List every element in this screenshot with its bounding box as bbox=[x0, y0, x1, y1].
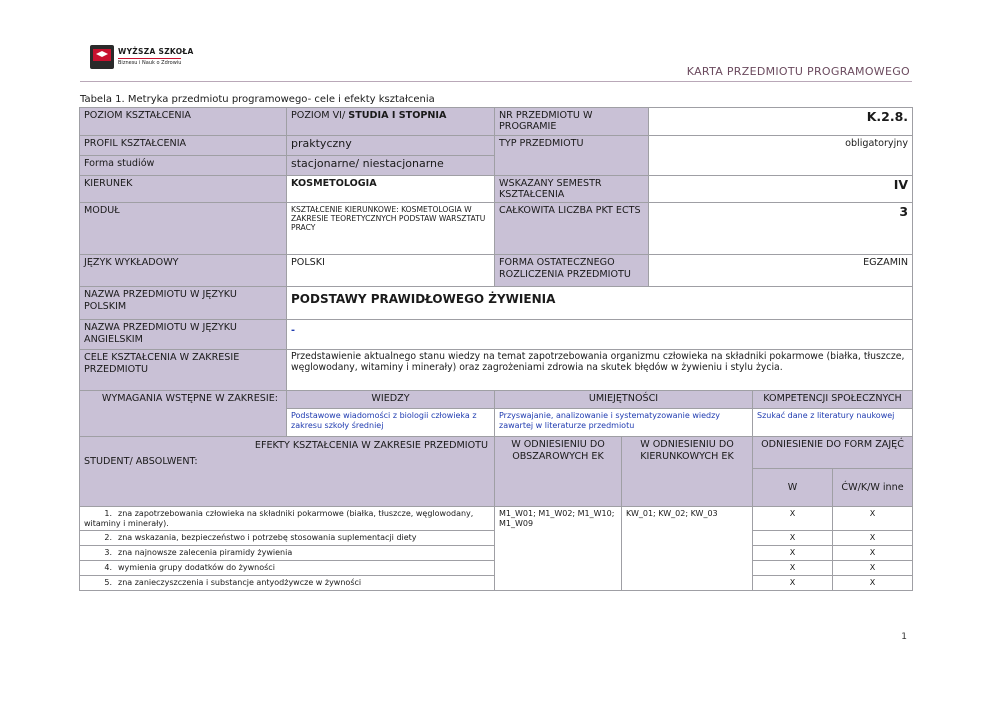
poziom-value bbox=[287, 108, 495, 136]
logo-name: WYŻSZA SZKOŁA bbox=[118, 47, 194, 56]
wymagania-label: WYMAGANIA WSTĘPNE W ZAKRESIE: bbox=[80, 391, 287, 437]
nazwa-en-value: - bbox=[287, 320, 913, 350]
effect-w-mark: X bbox=[753, 531, 833, 546]
nazwa-pl-label: NAZWA PRZEDMIOTU W JĘZYKU POLSKIM bbox=[80, 287, 287, 320]
graduation-cap-icon bbox=[90, 45, 114, 69]
modul-value: KSZTAŁCENIE KIERUNKOWE: KOSMETOLOGIA W ZAKRESIE TEORETYCZNYCH PODSTAW WARSZTATU PRACY bbox=[287, 203, 495, 255]
umiejetnosci-value: Przyswajanie, analizowanie i systematyzowanie wiedzy zawartej w literaturze przedmiotu bbox=[495, 409, 753, 437]
cele-label: CELE KSZTAŁCENIA W ZAKRESIE PRZEDMIOTU bbox=[80, 350, 287, 391]
nazwa-en-label: NAZWA PRZEDMIOTU W JĘZYKU ANGIELSKIM bbox=[80, 320, 287, 350]
wiedzy-value: Podstawowe wiadomości z biologii człowieka z zakresu szkoły średniej bbox=[287, 409, 495, 437]
kierunek-value: KOSMETOLOGIA bbox=[287, 175, 495, 203]
semestr-label: WSKAZANY SEMESTR KSZTAŁCENIA bbox=[495, 175, 649, 203]
effect-number: 2. bbox=[104, 533, 112, 543]
typ-label: TYP PRZEDMIOTU bbox=[495, 135, 649, 175]
document-title: KARTA PRZEDMIOTU PROGRAMOWEGO bbox=[686, 65, 910, 78]
poziom-label: POZIOM KSZTAŁCENIA bbox=[80, 108, 287, 136]
kompetencji-value: Szukać dane z literatury naukowej bbox=[753, 409, 913, 437]
poziom-value-bold: STUDIA I STOPNIA bbox=[348, 110, 447, 121]
profil-label: PROFIL KSZTAŁCENIA bbox=[80, 135, 287, 155]
kierunkowe-header: W ODNIESIENIU DO KIERUNKOWYCH EK bbox=[622, 437, 753, 507]
effect-cw-mark: X bbox=[833, 561, 913, 576]
wiedzy-label: WIEDZY bbox=[287, 391, 495, 409]
course-metrics-table bbox=[79, 107, 913, 591]
effect-number: 5. bbox=[104, 578, 112, 588]
jezyk-label: JĘZYK WYKŁADOWY bbox=[80, 255, 287, 287]
effect-row bbox=[80, 507, 913, 531]
forma-rozliczenia-label: FORMA OSTATECZNEGO ROZLICZENIA PRZEDMIOTU bbox=[495, 255, 649, 287]
formy-header: ODNIESIENIE DO FORM ZAJĘĆ bbox=[753, 437, 913, 469]
ects-value: 3 bbox=[649, 203, 913, 255]
effect-w-mark: X bbox=[753, 576, 833, 591]
effects-obszar-value: M1_W01; M1_W02; M1_W10; M1_W09 bbox=[495, 507, 622, 591]
cele-value: Przedstawienie aktualnego stanu wiedzy na temat zapotrzebowania organizmu człowieka na składniki pokarmowe (białka, tłuszcze, węglowodany, witaminy i minerały) oraz zagrożeniami zdrowia na skutek błędów w żywieniu i stylu życia. bbox=[287, 350, 913, 391]
forma-rozliczenia-value: EGZAMIN bbox=[649, 255, 913, 287]
jezyk-value: POLSKI bbox=[287, 255, 495, 287]
nr-label: NR PRZEDMIOTU W PROGRAMIE bbox=[495, 108, 649, 136]
forma-value: stacjonarne/ niestacjonarne bbox=[287, 155, 495, 175]
effect-description: wymienia grupy dodatków do żywności bbox=[118, 563, 275, 573]
effect-number: 3. bbox=[104, 548, 112, 558]
typ-value: obligatoryjny bbox=[649, 135, 913, 175]
effect-description: zna wskazania, bezpieczeństwo i potrzebę stosowania suplementacji diety bbox=[118, 533, 417, 543]
effect-text bbox=[80, 576, 495, 591]
kompetencji-label: KOMPETENCJI SPOŁECZNYCH bbox=[753, 391, 913, 409]
effect-description: zna najnowsze zalecenia piramidy żywienia bbox=[118, 548, 293, 558]
school-logo bbox=[90, 43, 196, 73]
effect-text bbox=[80, 507, 495, 531]
effect-w-mark: X bbox=[753, 546, 833, 561]
umiejetnosci-label: UMIEJĘTNOŚCI bbox=[495, 391, 753, 409]
effects-kierunkowe-value: KW_01; KW_02; KW_03 bbox=[622, 507, 753, 591]
effect-description: zna zapotrzebowania człowieka na składniki pokarmowe (białka, tłuszcze, węglowodany, witaminy i minerały). bbox=[84, 509, 474, 528]
effect-description: zna zanieczyszczenia i substancje antyodżywcze w żywności bbox=[118, 578, 362, 588]
page-number: 1 bbox=[901, 632, 907, 642]
modul-label: MODUŁ bbox=[80, 203, 287, 255]
effect-cw-mark: X bbox=[833, 546, 913, 561]
profil-value: praktyczny bbox=[287, 135, 495, 155]
logo-subtitle: Biznesu i Nauk o Zdrowiu bbox=[118, 60, 182, 66]
header-divider bbox=[80, 81, 912, 82]
effect-w-mark: X bbox=[753, 561, 833, 576]
forma-label: Forma studiów bbox=[80, 155, 287, 175]
effect-cw-mark: X bbox=[833, 507, 913, 531]
obszar-header: W ODNIESIENIU DO OBSZAROWYCH EK bbox=[495, 437, 622, 507]
effect-cw-mark: X bbox=[833, 531, 913, 546]
effect-number: 4. bbox=[104, 563, 112, 573]
student-label: STUDENT/ ABSOLWENT: bbox=[84, 456, 198, 468]
nazwa-pl-value: PODSTAWY PRAWIDŁOWEGO ŻYWIENIA bbox=[287, 287, 913, 320]
kierunek-label: KIERUNEK bbox=[80, 175, 287, 203]
semestr-value: IV bbox=[649, 175, 913, 203]
effect-text bbox=[80, 531, 495, 546]
effect-cw-mark: X bbox=[833, 576, 913, 591]
efekty-title: EFEKTY KSZTAŁCENIA W ZAKRESIE PRZEDMIOTU bbox=[254, 440, 488, 452]
cw-header: ĆW/K/W inne bbox=[833, 469, 913, 507]
effect-text bbox=[80, 561, 495, 576]
effect-w-mark: X bbox=[753, 507, 833, 531]
effect-text bbox=[80, 546, 495, 561]
poziom-value-text: POZIOM VI/ bbox=[291, 110, 349, 121]
table-caption: Tabela 1. Metryka przedmiotu programowego- cele i efekty kształcenia bbox=[80, 94, 435, 105]
w-header: W bbox=[753, 469, 833, 507]
efekty-header bbox=[80, 437, 495, 507]
effect-number: 1. bbox=[104, 509, 112, 519]
ects-label: CAŁKOWITA LICZBA PKT ECTS bbox=[495, 203, 649, 255]
nr-value: K.2.8. bbox=[649, 108, 913, 136]
